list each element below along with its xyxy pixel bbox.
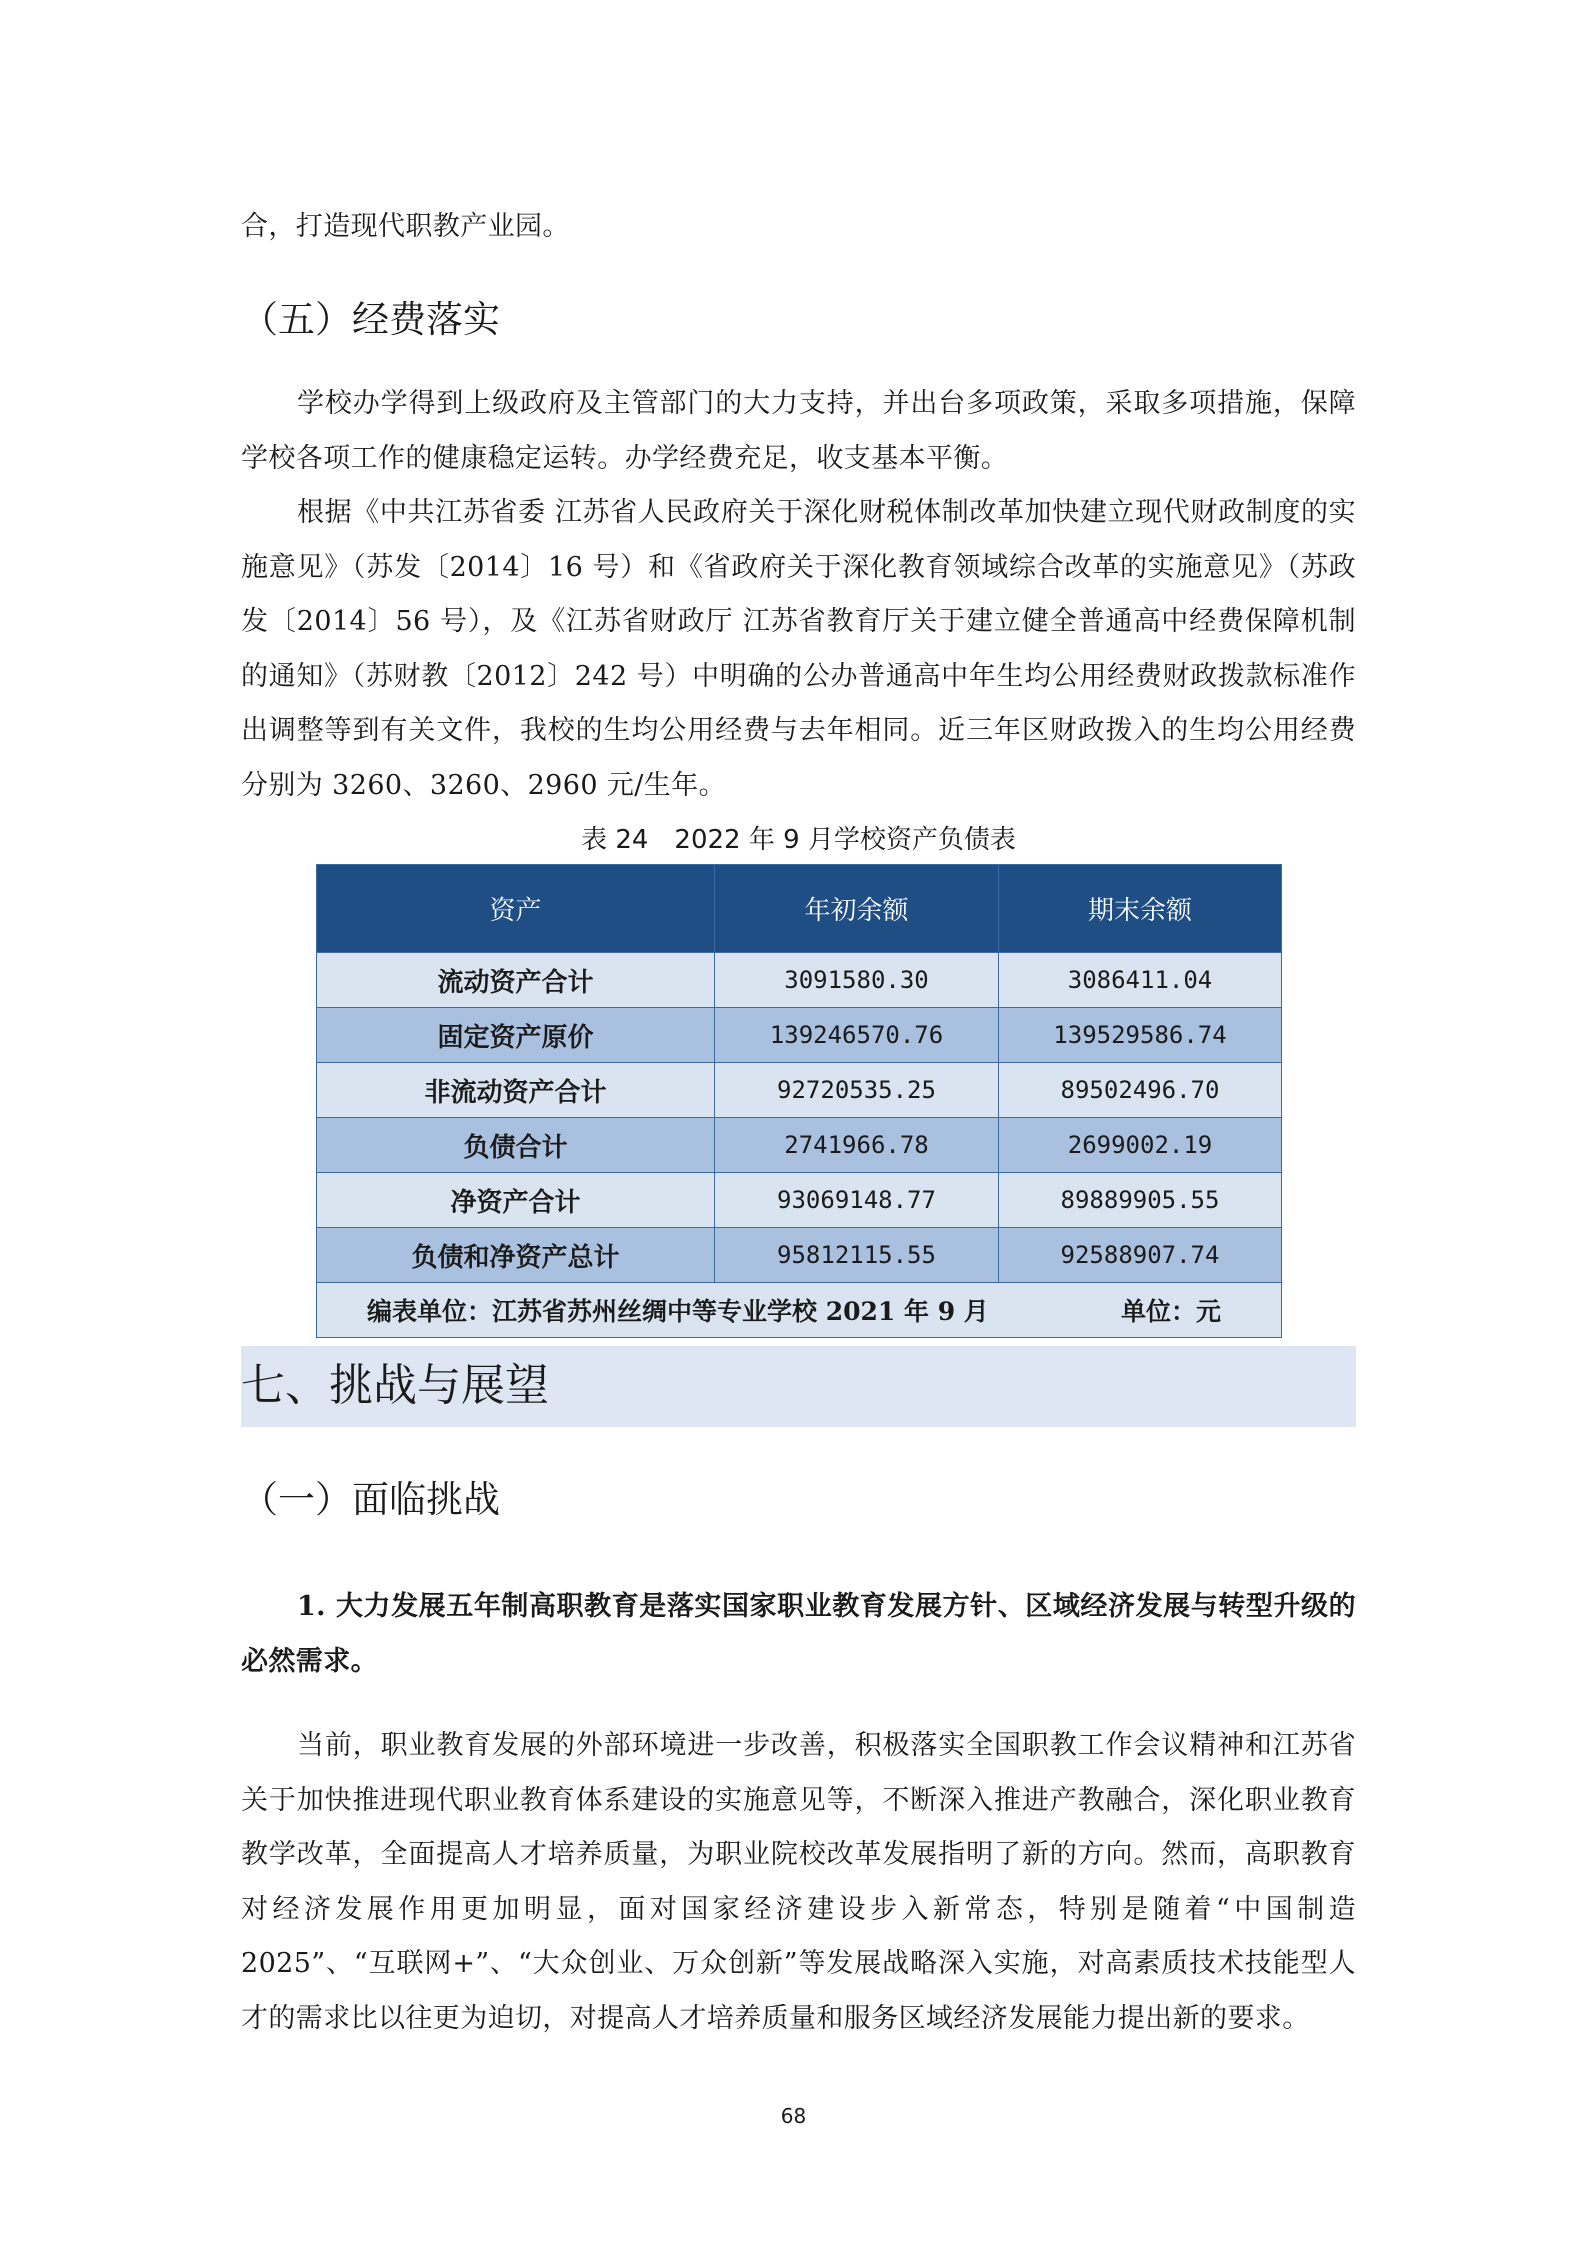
table-row bbox=[317, 953, 1282, 1008]
row-label: 固定资产原价 bbox=[317, 1008, 715, 1063]
paragraph-funding-support: 学校办学得到上级政府及主管部门的大力支持，并出台多项政策，采取多项措施，保障学校各项工作的健康稳定运转。办学经费充足，收支基本平衡。 bbox=[241, 388, 1356, 474]
paragraph-continuation: 合，打造现代职教产业园。 bbox=[241, 211, 570, 242]
row-begin-value: 92720535.25 bbox=[715, 1063, 999, 1118]
table-row bbox=[317, 1118, 1282, 1173]
row-begin-value: 3091580.30 bbox=[715, 953, 999, 1008]
table-footer-row bbox=[317, 1283, 1282, 1338]
header-asset: 资产 bbox=[317, 865, 715, 953]
chapter-heading: 七、挑战与展望 bbox=[241, 1360, 549, 1411]
row-begin-value: 139246570.76 bbox=[715, 1008, 999, 1063]
header-begin-balance: 年初余额 bbox=[715, 865, 999, 953]
table-row bbox=[317, 1063, 1282, 1118]
table-footer bbox=[317, 1283, 1282, 1338]
table-row bbox=[317, 1173, 1282, 1228]
paragraph-challenges: 当前，职业教育发展的外部环境进一步改善，积极落实全国职教工作会议精神和江苏省关于加快推进现代职业教育体系建设的实施意见等，不断深入推进产教融合，深化职业教育教学改革，全面提高人才培养质量，为职业院校改革发展指明了新的方向。然而，高职教育对经济发展作用更加明显，面对国家经济建设步入新常态，特别是随着“中国制造 2025”、“互联网+”、“大众创业、万众创新”等发展战略深入实施，对高素质技术技能型人才的需求比以往更为迫切，对提高人才培养质量和服务区域经济发展能力提出新的要求。 bbox=[241, 1730, 1356, 2034]
header-end-balance: 期末余额 bbox=[999, 865, 1282, 953]
row-begin-value: 2741966.78 bbox=[715, 1118, 999, 1173]
row-end-value: 92588907.74 bbox=[999, 1228, 1282, 1283]
row-end-value: 3086411.04 bbox=[999, 953, 1282, 1008]
row-label: 负债合计 bbox=[317, 1118, 715, 1173]
section-heading-challenges: （一）面临挑战 bbox=[241, 1478, 500, 1521]
row-label: 负债和净资产总计 bbox=[317, 1228, 715, 1283]
row-end-value: 89889905.55 bbox=[999, 1173, 1282, 1228]
table-caption: 表 24 2022 年 9 月学校资产负债表 bbox=[581, 825, 1016, 855]
table-row bbox=[317, 1008, 1282, 1063]
table-row bbox=[317, 1228, 1282, 1283]
table-footer-unit-org: 编表单位：江苏省苏州丝绸中等专业学校 2021 年 9 月 bbox=[367, 1297, 989, 1326]
row-end-value: 139529586.74 bbox=[999, 1008, 1282, 1063]
row-end-value: 2699002.19 bbox=[999, 1118, 1282, 1173]
page-number: 68 bbox=[780, 2104, 807, 2128]
paragraph-funding-policy: 根据《中共江苏省委 江苏省人民政府关于深化财税体制改革加快建立现代财政制度的实施意见》（苏发〔2014〕16 号）和《省政府关于深化教育领域综合改革的实施意见》（苏政发〔2014〕56 号），及《江苏省财政厅 江苏省教育厅关于建立健全普通高中经费保障机制的通知》（苏财教〔2012〕242 号）中明确的公办普通高中年生均公用经费财政拨款标准作出调整等到有关文件，我校的生均公用经费与去年相同。近三年区财政拨入的生均公用经费分别为 3260、3260、2960 元/生年。 bbox=[241, 497, 1356, 801]
chapter-heading-band bbox=[241, 1346, 1356, 1427]
table-header-row bbox=[317, 865, 1282, 953]
row-label: 净资产合计 bbox=[317, 1173, 715, 1228]
row-begin-value: 95812115.55 bbox=[715, 1228, 999, 1283]
balance-sheet-table bbox=[316, 864, 1282, 1338]
row-end-value: 89502496.70 bbox=[999, 1063, 1282, 1118]
row-label: 流动资产合计 bbox=[317, 953, 715, 1008]
row-label: 非流动资产合计 bbox=[317, 1063, 715, 1118]
section-heading-funding: （五）经费落实 bbox=[241, 298, 500, 341]
table-footer-currency: 单位：元 bbox=[1120, 1297, 1221, 1326]
row-begin-value: 93069148.77 bbox=[715, 1173, 999, 1228]
paragraph-bold-point: 1. 大力发展五年制高职教育是落实国家职业教育发展方针、区域经济发展与转型升级的必然需求。 bbox=[241, 1591, 1356, 1677]
